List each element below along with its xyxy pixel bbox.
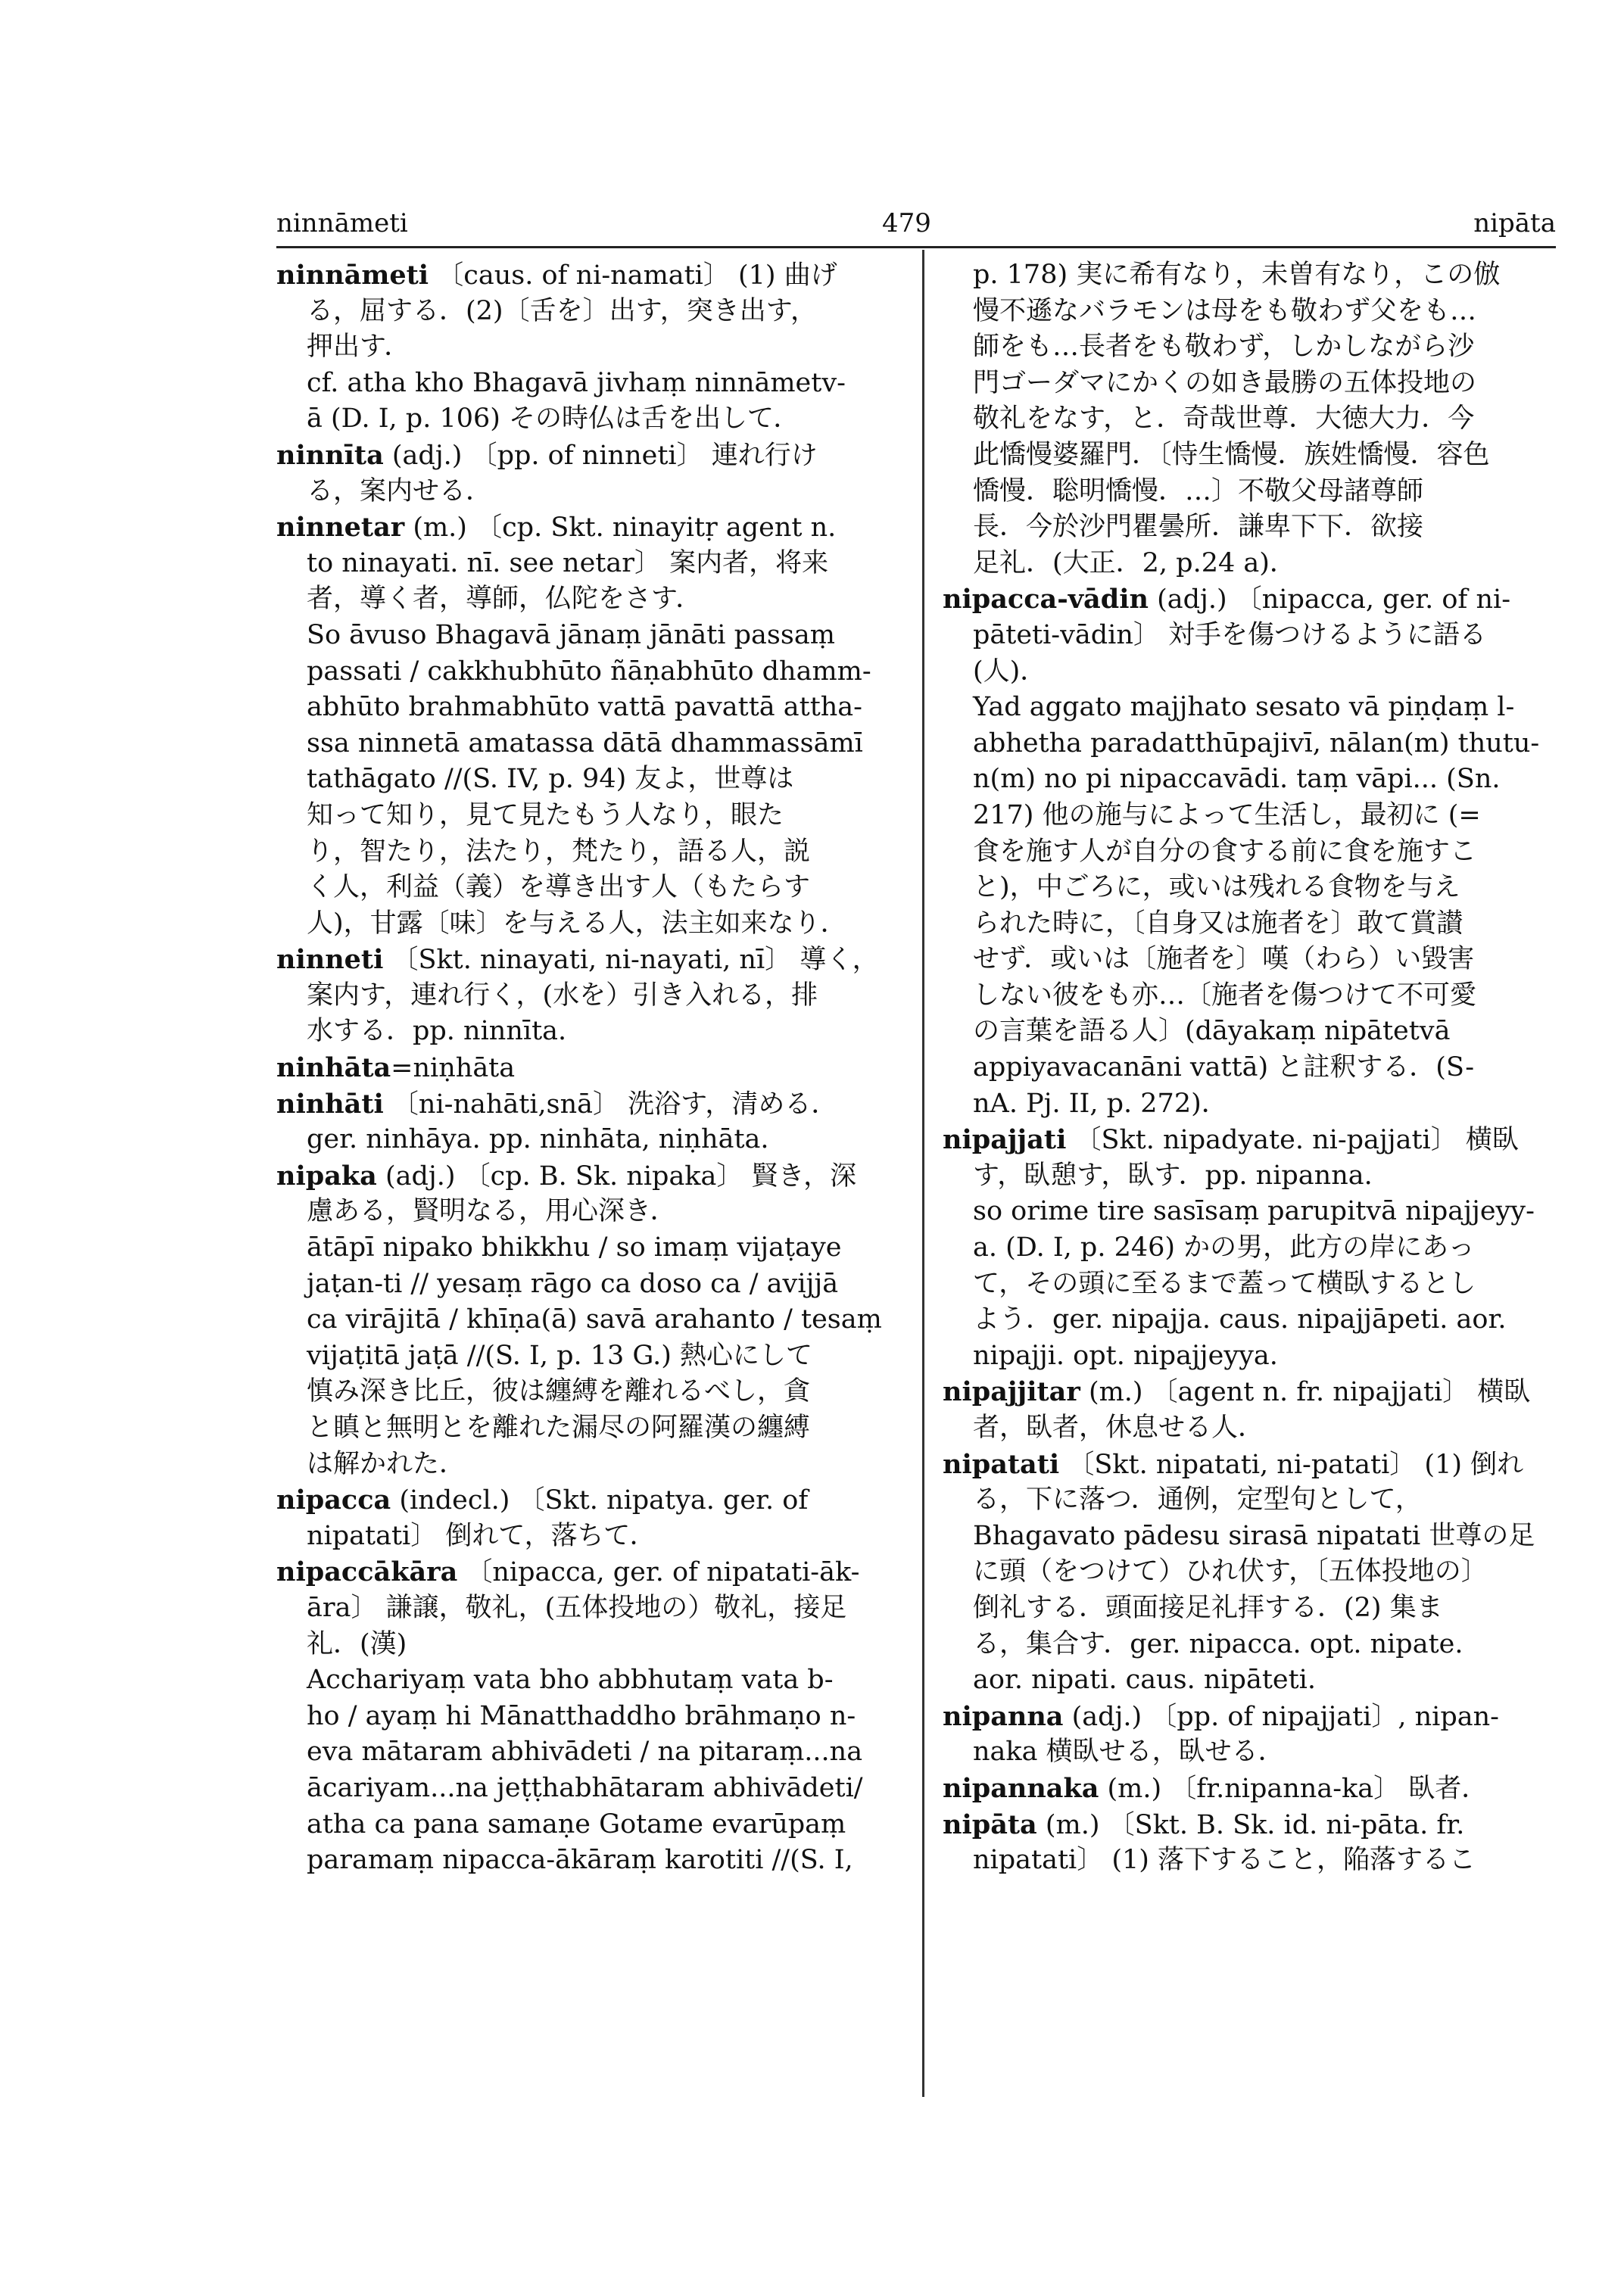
entry-headword-line: [943, 1699, 1556, 1735]
entry-headword-line: [276, 1050, 901, 1086]
entry-text-line: paramaṃ nipacca-ākāraṃ karotiti //(S. I,: [307, 1845, 853, 1876]
entry-text-line: tathāgato //(S. IV, p. 94) 友よ，世尊は: [307, 764, 794, 795]
entry-text-line: abhūto brahmabhūto vattā pavattā attha-: [307, 692, 862, 723]
entry-text-line: る，案内せる．: [307, 475, 493, 506]
entry-text-line: jaṭan-ti // yesaṃ rāgo ca doso ca / avijjā: [307, 1268, 839, 1299]
entry-text-line: 長．今於沙門瞿曇所．謙卑下下．欲接: [973, 512, 1424, 543]
entry-text-line: 足礼．(大正．2, p.24 a)．: [973, 547, 1296, 578]
entry-text-line: appiyavacanāni vattā) と註釈する．(S-: [973, 1052, 1475, 1083]
entry-definition: (adj.) 〔nipacca, ger. of ni-: [1148, 584, 1511, 615]
headword: nipanna: [943, 1700, 1064, 1732]
entry-headword-line: [943, 1447, 1556, 1483]
entry-text-line: 押出す．: [307, 332, 411, 363]
entry-headword-line: [943, 581, 1556, 618]
header-rule: [276, 246, 1556, 248]
entry-text-line: naka 横臥せる，臥せる．: [973, 1737, 1285, 1768]
entry-text-line: る，集合す．ger. nipacca. opt. nipate.: [973, 1628, 1463, 1659]
entry-definition: 〔caus. of ni-namati〕 (1) 曲げ: [429, 260, 837, 291]
entry-text-line: ācariyam...na jeṭṭhabhātaram abhivādeti/: [307, 1772, 863, 1803]
entry-definition: (adj.) 〔pp. of nipajjati〕, nipan-: [1063, 1701, 1499, 1732]
entry-text-line: to ninayati. nī. see netar〕 案内者，将来: [307, 547, 829, 578]
headword: nipajjitar: [943, 1376, 1080, 1408]
entry-text-line: (人)．: [973, 656, 1047, 687]
entry-headword-line: [276, 1086, 901, 1123]
headword: ninneti: [276, 944, 384, 976]
headword: nipaka: [276, 1160, 377, 1192]
entry-text-line: 慎み深き比丘，彼は纏縛を離れるべし，貪: [307, 1376, 811, 1407]
entry-text-line: 礼．(漢): [307, 1628, 407, 1659]
entry-text-line: と)，中ごろに，或いは残れる食物を与え: [973, 872, 1460, 903]
entry-text-line: ca virājitā / khīṇa(ā) savā arahanto / tesaṃ: [307, 1304, 882, 1335]
headword: ninnīta: [276, 439, 384, 471]
headword: ninhāta: [276, 1052, 391, 1084]
entry-definition: (adj.) 〔pp. of ninneti〕 連れ行け: [383, 440, 818, 471]
entry-text-line: 者，臥者，休息せる人．: [973, 1413, 1265, 1443]
entry-text-line: ssa ninnetā amatassa dātā dhammassāmī: [307, 727, 863, 759]
entry-text-line: So āvuso Bhagavā jānaṃ jānāti passaṃ: [307, 619, 835, 650]
entry-text-line: り，智たり，法たり，梵たり，語る人，説: [307, 836, 811, 867]
entry-text-line: nA. Pj. II, p. 272)．: [973, 1088, 1228, 1119]
entry-text-line: nipatati〕 倒れて，落ちて．: [307, 1520, 656, 1551]
entry-text-line: āra〕 謙譲，敬礼，(五体投地の）敬礼，接足: [307, 1592, 847, 1623]
entry-text-line: られた時に，〔自身又は施者を〕敢て賞讃: [973, 908, 1463, 939]
entry-text-line: せず．或いは〔施者を〕嘆（わら）い毀害: [973, 944, 1475, 975]
right-column: [943, 257, 1556, 1879]
entry-text-line: p. 178) 実に希有なり，未曽有なり，この倣: [973, 260, 1501, 290]
entry-definition: (m.) 〔Skt. B. Sk. id. ni-pāta. fr.: [1036, 1809, 1465, 1840]
entry-definition: 〔nipacca, ger. of nipatati-āk-: [457, 1557, 860, 1588]
headword: nipāta: [943, 1809, 1037, 1840]
entry-text-line: ger. ninhāya. pp. ninhāta, niṇhāta.: [307, 1124, 769, 1155]
headword: nipannaka: [943, 1772, 1099, 1804]
entry-definition: (m.) 〔fr.nipanna-ka〕 臥者．: [1099, 1773, 1488, 1804]
entry-text-line: Yad aggato majjhato sesato vā piṇḍaṃ l-: [973, 692, 1515, 723]
entry-headword-line: [276, 942, 901, 978]
entry-definition: (indecl.) 〔Skt. nipatya. ger. of: [391, 1485, 809, 1516]
headword: nipatati: [943, 1448, 1060, 1480]
headword: ninhāti: [276, 1088, 384, 1120]
entry-definition: 〔Skt. ninayati, ni-nayati, nī〕 導く，: [383, 945, 879, 976]
entry-text-line: る，下に落つ．通例，定型句として，: [973, 1485, 1422, 1516]
entry-text-line: は解かれた．: [307, 1448, 466, 1479]
entry-headword-line: [276, 1158, 901, 1195]
entry-text-line: Bhagavato pādesu sirasā nipatati 世尊の足: [973, 1520, 1535, 1551]
entry-definition: (m.) 〔cp. Skt. ninayitṛ agent n.: [404, 512, 837, 544]
entry-text-line: 217) 他の施与によって生活し，最初に (=: [973, 799, 1481, 830]
column-divider: [922, 250, 924, 2097]
headword: ninnetar: [276, 512, 405, 544]
entry-text-line: 敬礼をなす，と．奇哉世尊．大徳大力．今: [973, 403, 1475, 435]
entry-text-line: atha ca pana samaṇe Gotame evarūpaṃ: [307, 1809, 846, 1840]
entry-text-line: 慢不遜なバラモンは母をも敬わず父をも…: [973, 295, 1477, 326]
entry-text-line: 知って知り，見て見たもう人なり，眼た: [307, 799, 784, 830]
entry-text-line: よう．ger. nipajja. caus. nipajjāpeti. aor.: [973, 1304, 1507, 1335]
entry-text-line: 案内す，連れ行く，(水を）引き入れる，排: [307, 980, 818, 1011]
entry-text-line: abhetha paradatthūpajivī, nālan(m) thutu-: [973, 727, 1540, 759]
entry-headword-line: [276, 1554, 901, 1590]
entry-headword-line: [276, 1482, 901, 1519]
entry-definition: 〔Skt. nipatati, ni-patati〕 (1) 倒れ: [1059, 1449, 1524, 1480]
entry-text-line: しない彼をも亦…〔施者を傷つけて不可愛: [973, 980, 1477, 1011]
entry-headword-line: [276, 509, 901, 546]
headword: nipaccākāra: [276, 1556, 458, 1588]
entry-text-line: と瞋と無明とを離れた漏尽の阿羅漢の纏縛: [307, 1413, 811, 1443]
entry-text-line: vijaṭitā jaṭā //(S. I, p. 13 G.) 熱心にして: [307, 1340, 813, 1371]
header-left-guideword: ninnāmeti: [276, 208, 408, 238]
entry-text-line: 憍慢．聡明憍慢．…〕不敬父母諸尊師: [973, 475, 1424, 506]
entry-text-line: n(m) no pi nipaccavādi. taṃ vāpi... (Sn.: [973, 764, 1501, 795]
entry-headword-line: [943, 1771, 1556, 1807]
entry-text-line: 食を施す人が自分の食する前に食を施すこ: [973, 836, 1477, 867]
entry-text-line: Acchariyaṃ vata bho abbhutaṃ vata b-: [307, 1665, 834, 1696]
running-header: [276, 208, 1556, 248]
entry-text-line: 門ゴーダマにかくの如き最勝の五体投地の: [973, 367, 1477, 398]
entry-text-line: eva mātaram abhivādeti / na pitaraṃ...na: [307, 1737, 863, 1768]
entry-definition: (m.) 〔agent n. fr. nipajjati〕 横臥: [1080, 1377, 1531, 1408]
entry-definition: (adj.) 〔cp. B. Sk. nipaka〕 賢き，深: [376, 1161, 857, 1192]
entry-text-line: passati / cakkhubhūto ñāṇabhūto dhamm-: [307, 656, 871, 687]
headword: nipacca-vādin: [943, 584, 1149, 615]
entry-text-line: 此憍慢婆羅門．〔恃生憍慢．族姓憍慢．容色: [973, 439, 1490, 470]
entry-text-line: ho / ayaṃ hi Mānatthaddho brāhmaṇo n-: [307, 1700, 856, 1731]
entry-text-line: す，臥憩す，臥す．pp. nipanna.: [973, 1160, 1373, 1191]
entry-headword-line: [276, 438, 901, 474]
entry-text-line: る，屈する．(2)〔舌を〕出す，突き出す，: [307, 295, 817, 326]
entry-text-line: く人，利益（義）を導き出す人（もたらす: [307, 872, 811, 903]
entry-text-line: nipajji. opt. nipajjeyya.: [973, 1340, 1278, 1371]
entry-definition: 〔Skt. nipadyate. ni-pajjati〕 横臥: [1066, 1125, 1519, 1156]
entry-text-line: nipatati〕 (1) 落下すること，陥落するこ: [973, 1845, 1476, 1876]
entry-text-line: cf. atha kho Bhagavā jivhaṃ ninnāmetv-: [307, 367, 846, 398]
entry-text-line: aor. nipati. caus. nipāteti.: [973, 1665, 1316, 1696]
entry-text-line: て，その頭に至るまで蓋って横臥するとし: [973, 1268, 1476, 1299]
entry-text-line: a. (D. I, p. 246) かの男，此方の岸にあっ: [973, 1232, 1475, 1263]
headword: nipajjati: [943, 1124, 1067, 1156]
entry-text-line: に頭（をつけて）ひれ伏す，〔五体投地の〕: [973, 1556, 1488, 1587]
entry-text-line: ā (D. I, p. 106) その時仏は舌を出して．: [307, 403, 800, 435]
headword: nipacca: [276, 1485, 391, 1516]
entry-text-line: 倒礼する．頭面接足礼拝する．(2) 集ま: [973, 1592, 1443, 1623]
entry-text-line: 水する．pp. ninnīta.: [307, 1016, 567, 1047]
entry-headword-line: [943, 1807, 1556, 1843]
entry-headword-line: [943, 1374, 1556, 1410]
entry-definition: =niṇhāta: [391, 1053, 516, 1084]
header-right-guideword: nipāta: [1473, 208, 1556, 238]
entry-text-line: 人)，甘露〔味〕を与える人，法主如来なり．: [307, 908, 847, 939]
entry-text-line: の言葉を語る人〕(dāyakaṃ nipātetvā: [973, 1016, 1451, 1047]
entry-text-line: 慮ある，賢明なる，用心深き．: [307, 1196, 677, 1227]
entry-headword-line: [276, 257, 901, 294]
headword: ninnāmeti: [276, 260, 429, 291]
entry-text-line: 師をも…長者をも敬わず，しかしながら沙: [973, 332, 1475, 363]
page-number: 479: [882, 208, 931, 238]
entry-definition: 〔ni-nahāti,snā〕 洗浴す，清める．: [383, 1089, 838, 1120]
entry-headword-line: [943, 1122, 1556, 1158]
entry-text-line: so orime tire sasīsaṃ parupitvā nipajjeyy-: [973, 1196, 1535, 1227]
left-column: [276, 257, 901, 1879]
entry-text-line: 者，導く者，導師，仏陀をさす．: [307, 584, 703, 615]
entry-text-line: ātāpī nipako bhikkhu / so imaṃ vijaṭaye: [307, 1232, 842, 1263]
entry-text-line: pāteti-vādin〕 対手を傷つけるように語る: [973, 619, 1487, 650]
